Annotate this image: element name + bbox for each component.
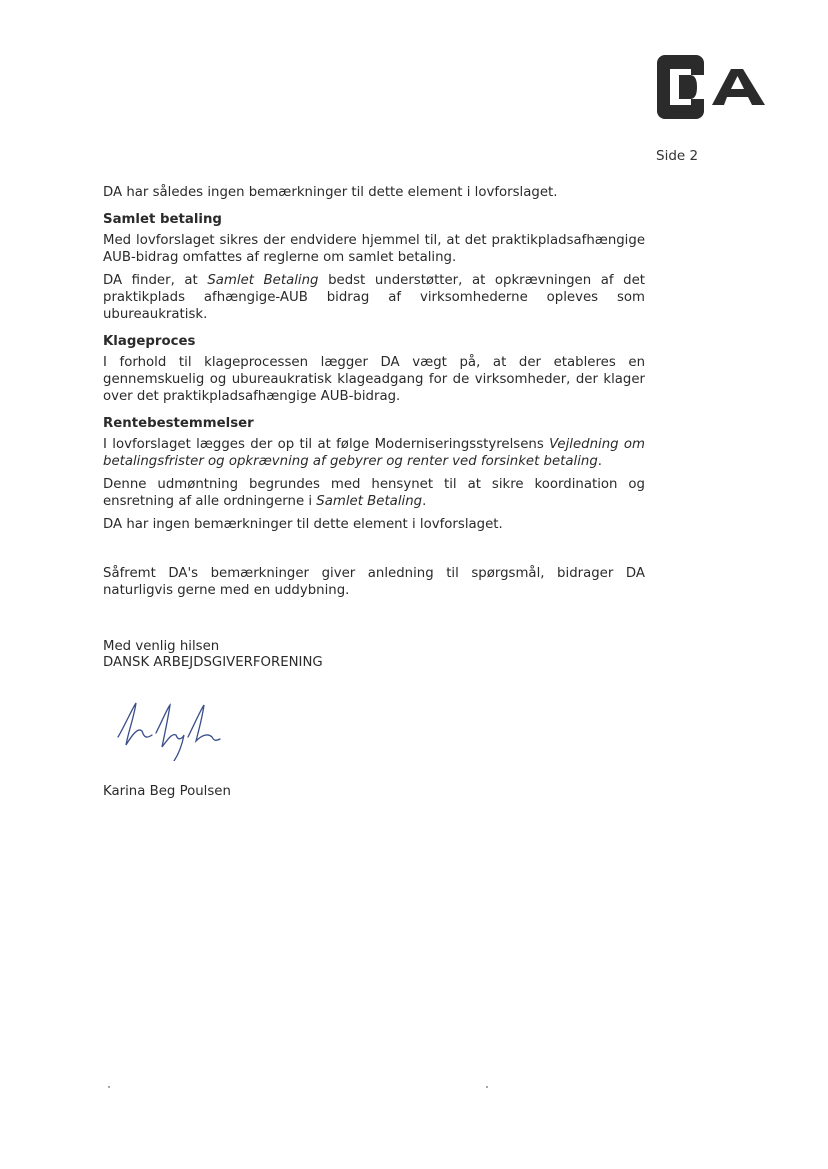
organization-name: DANSK ARBEJDSGIVERFORENING	[103, 655, 323, 670]
section-heading-samlet-betaling: Samlet betaling	[103, 212, 222, 227]
scan-speck	[108, 1086, 110, 1088]
signer-name: Karina Beg Poulsen	[103, 784, 231, 799]
paragraph: Denne udmøntning begrundes med hensynet til at sikre koordination og ensretning af alle ordningerne i Samlet Betaling.	[103, 477, 645, 509]
page-number: Side 2	[656, 148, 699, 164]
paragraph: DA finder, at Samlet Betaling bedst understøtter, at opkrævningen af det praktikplads afhængige-AUB bidrag af virksomhederne opleves som ubureaukratisk.	[103, 273, 645, 322]
closing-block	[103, 639, 323, 671]
section-heading-rentebestemmelser: Rentebestemmelser	[103, 416, 254, 431]
da-logo	[657, 55, 767, 119]
paragraph: I lovforslaget lægges der op til at følge Moderniseringsstyrelsens Vejledning om betalingsfrister og opkrævning af gebyrer og renter ved forsinket betaling.	[103, 437, 645, 469]
intro-paragraph: DA har således ingen bemærkninger til dette element i lovforslaget.	[103, 185, 558, 200]
letter-body	[103, 184, 645, 599]
greeting: Med venlig hilsen	[103, 639, 220, 654]
scan-speck	[486, 1086, 488, 1088]
section-heading-klageproces: Klageproces	[103, 334, 196, 349]
paragraph: DA har ingen bemærkninger til dette element i lovforslaget.	[103, 517, 503, 532]
closing-paragraph: Såfremt DA's bemærkninger giver anledning til spørgsmål, bidrager DA naturligvis gerne med en uddybning.	[103, 566, 645, 598]
handwritten-signature	[112, 697, 222, 761]
paragraph: I forhold til klageprocessen lægger DA vægt på, at der etableres en gennemskuelig og ubureaukratisk klageadgang for de virksomheder, der klager over det praktikpladsafhængige AUB-bidrag.	[103, 355, 645, 404]
paragraph: Med lovforslaget sikres der endvidere hjemmel til, at det praktikpladsafhængige AUB-bidrag omfattes af reglerne om samlet betaling.	[103, 233, 645, 265]
